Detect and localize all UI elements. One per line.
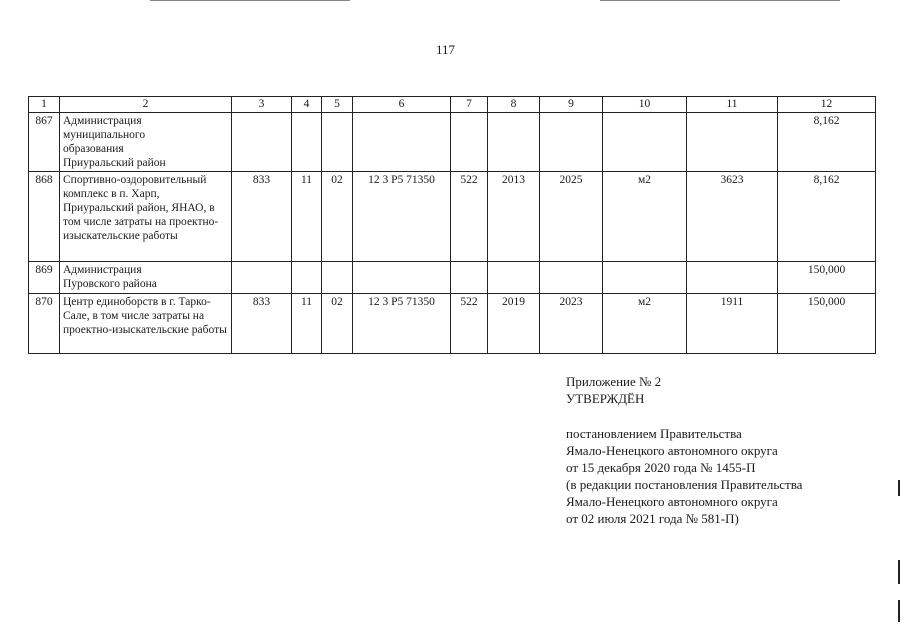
cell-expense-type: 522 — [451, 172, 488, 262]
cell-unit: м2 — [603, 294, 687, 354]
scan-edge-mark — [898, 560, 900, 584]
cell-capacity: 1911 — [687, 294, 778, 354]
approval-line: Ямало-Ненецкого автономного округа — [566, 494, 778, 509]
cell-start-year — [488, 113, 540, 172]
approval-block — [566, 373, 802, 527]
approval-line: постановлением Правительства — [566, 426, 742, 441]
table-row — [29, 262, 876, 294]
column-header: 6 — [353, 97, 451, 113]
cell-subsection: 02 — [322, 294, 353, 354]
row-number: 870 — [29, 294, 60, 354]
cell-target-article — [353, 262, 451, 294]
cell-section: 11 — [292, 294, 322, 354]
table-row — [29, 172, 876, 262]
table-row — [29, 294, 876, 354]
budget-table — [28, 96, 876, 354]
cell-section — [292, 262, 322, 294]
cell-section — [292, 113, 322, 172]
column-header: 8 — [488, 97, 540, 113]
appendix-label: Приложение № 2 — [566, 374, 662, 389]
cell-unit: м2 — [603, 172, 687, 262]
cell-code — [232, 113, 292, 172]
cell-expense-type — [451, 262, 488, 294]
row-number: 867 — [29, 113, 60, 172]
column-header: 10 — [603, 97, 687, 113]
approved-label: УТВЕРЖДЁН — [566, 391, 645, 406]
column-header: 12 — [778, 97, 876, 113]
cell-end-year — [540, 113, 603, 172]
object-name: Центр единоборств в г. Тарко-Сале, в том числе затраты на проектно-изыскательские работы — [60, 294, 232, 354]
cell-capacity: 3623 — [687, 172, 778, 262]
approval-line: Ямало-Ненецкого автономного округа — [566, 443, 778, 458]
cell-subsection: 02 — [322, 172, 353, 262]
cell-expense-type: 522 — [451, 294, 488, 354]
column-header: 2 — [60, 97, 232, 113]
scan-edge-mark — [898, 480, 900, 496]
column-header: 1 — [29, 97, 60, 113]
cell-target-article — [353, 113, 451, 172]
cell-code — [232, 262, 292, 294]
column-header: 4 — [292, 97, 322, 113]
cell-subsection — [322, 262, 353, 294]
approval-line: от 02 июля 2021 года № 581-П) — [566, 511, 739, 526]
cell-code: 833 — [232, 294, 292, 354]
cell-amount: 8,162 — [778, 113, 876, 172]
cell-amount: 150,000 — [778, 294, 876, 354]
cell-target-article: 12 3 P5 71350 — [353, 294, 451, 354]
cell-amount: 8,162 — [778, 172, 876, 262]
cell-unit — [603, 262, 687, 294]
scan-edge-mark — [898, 600, 900, 622]
cell-capacity — [687, 262, 778, 294]
scan-edge-mark — [600, 0, 840, 1]
recipient-name: Администрация муниципального образования Приуральский район — [60, 113, 232, 172]
cell-start-year — [488, 262, 540, 294]
cell-section: 11 — [292, 172, 322, 262]
row-number: 868 — [29, 172, 60, 262]
cell-capacity — [687, 113, 778, 172]
table-row — [29, 113, 876, 172]
cell-target-article: 12 3 P5 71350 — [353, 172, 451, 262]
cell-expense-type — [451, 113, 488, 172]
column-header: 9 — [540, 97, 603, 113]
cell-amount: 150,000 — [778, 262, 876, 294]
scan-edge-mark — [150, 0, 350, 1]
object-name: Спортивно-оздоровительный комплекс в п. Харп, Приуральский район, ЯНАО, в том числе затраты на проектно-изыскательские работы — [60, 172, 232, 262]
row-number: 869 — [29, 262, 60, 294]
table-header-row — [29, 97, 876, 113]
cell-unit — [603, 113, 687, 172]
page-number: 117 — [436, 42, 456, 57]
cell-start-year: 2013 — [488, 172, 540, 262]
approval-line: от 15 декабря 2020 года № 1455-П — [566, 460, 756, 475]
cell-end-year: 2023 — [540, 294, 603, 354]
column-header: 7 — [451, 97, 488, 113]
approval-line: (в редакции постановления Правительства — [566, 477, 803, 492]
recipient-name: Администрация Пуровского района — [60, 262, 232, 294]
cell-start-year: 2019 — [488, 294, 540, 354]
column-header: 3 — [232, 97, 292, 113]
column-header: 5 — [322, 97, 353, 113]
cell-end-year: 2025 — [540, 172, 603, 262]
cell-end-year — [540, 262, 603, 294]
cell-code: 833 — [232, 172, 292, 262]
cell-subsection — [322, 113, 353, 172]
column-header: 11 — [687, 97, 778, 113]
